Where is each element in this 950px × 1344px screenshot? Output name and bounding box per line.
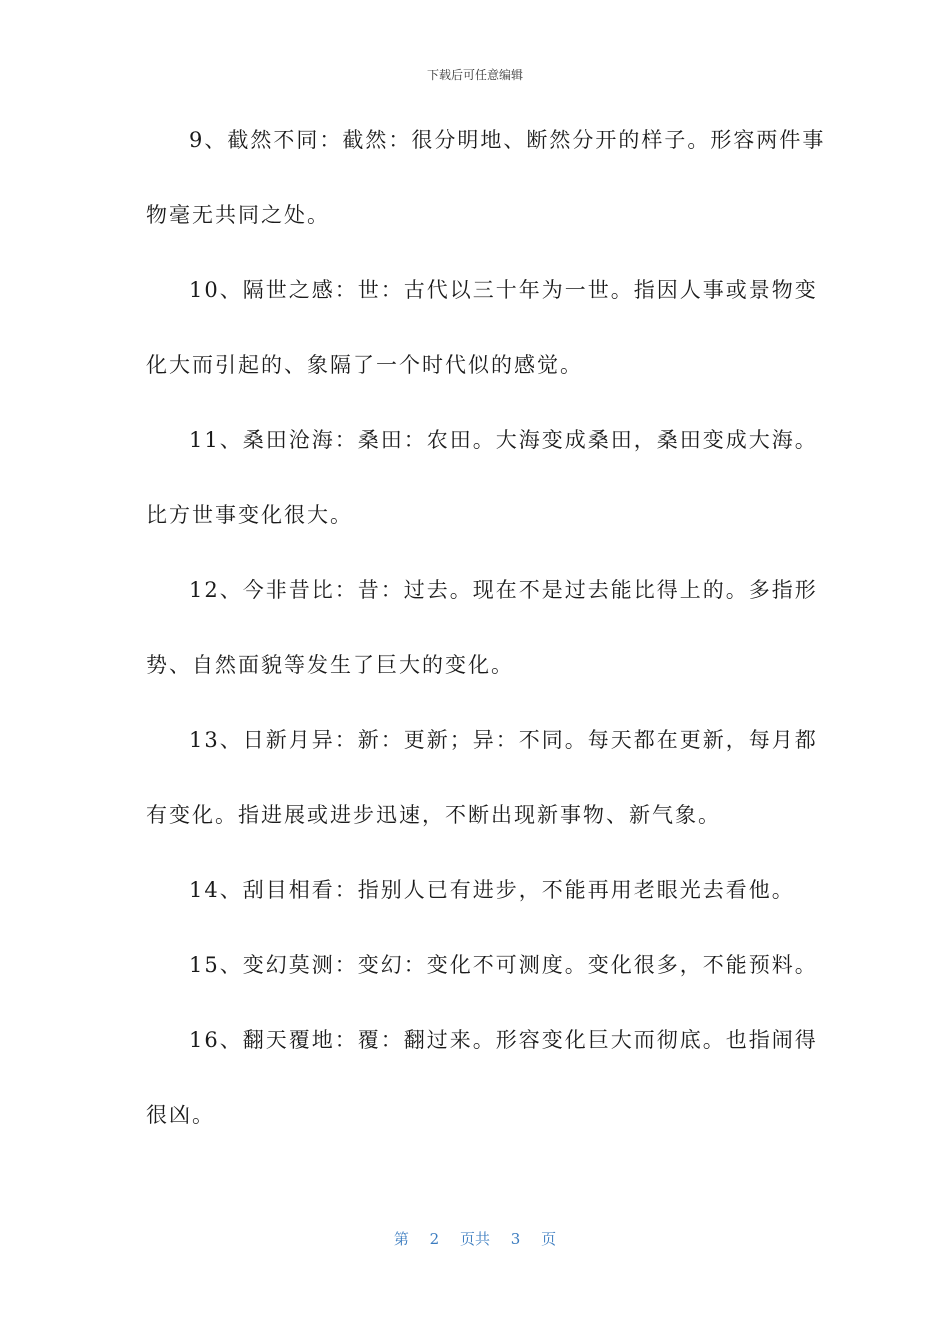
paragraph-line: 15、变幻莫测：变幻：变化不可测度。变化很多，不能预料。 [189, 953, 818, 977]
paragraph-line: 比方世事变化很大。 [146, 503, 353, 527]
footer-page-number: 2 [429, 1230, 440, 1248]
paragraph-line: 9、截然不同：截然：很分明地、断然分开的样子。形容两件事 [189, 128, 826, 152]
footer-prefix: 第 [393, 1230, 409, 1248]
paragraph-line: 11、桑田沧海：桑田：农田。大海变成桑田，桑田变成大海。 [189, 428, 818, 452]
paragraph-line: 14、刮目相看：指别人已有进步，不能再用老眼光去看他。 [189, 878, 795, 902]
paragraph-line: 很凶。 [146, 1103, 215, 1127]
footer-suffix: 页 [541, 1230, 557, 1248]
paragraph-line: 势、自然面貌等发生了巨大的变化。 [146, 653, 514, 677]
paragraph-line: 13、日新月异：新：更新；异：不同。每天都在更新，每月都 [189, 728, 818, 752]
paragraph-line: 物毫无共同之处。 [146, 203, 330, 227]
paragraph-line: 化大而引起的、象隔了一个时代似的感觉。 [146, 353, 583, 377]
footer-middle: 页共 [459, 1230, 490, 1248]
paragraph-line: 16、翻天覆地：覆：翻过来。形容变化巨大而彻底。也指闹得 [189, 1028, 818, 1052]
page-footer [0, 1228, 950, 1249]
paragraph-line: 12、今非昔比：昔：过去。现在不是过去能比得上的。多指形 [189, 578, 818, 602]
footer-total-pages: 3 [510, 1230, 521, 1248]
document-body [146, 122, 826, 1172]
page-header: 下载后可任意编辑 [426, 68, 523, 82]
paragraph-line: 10、隔世之感：世：古代以三十年为一世。指因人事或景物变 [189, 278, 818, 302]
paragraph-line: 有变化。指进展或进步迅速，不断出现新事物、新气象。 [146, 803, 721, 827]
